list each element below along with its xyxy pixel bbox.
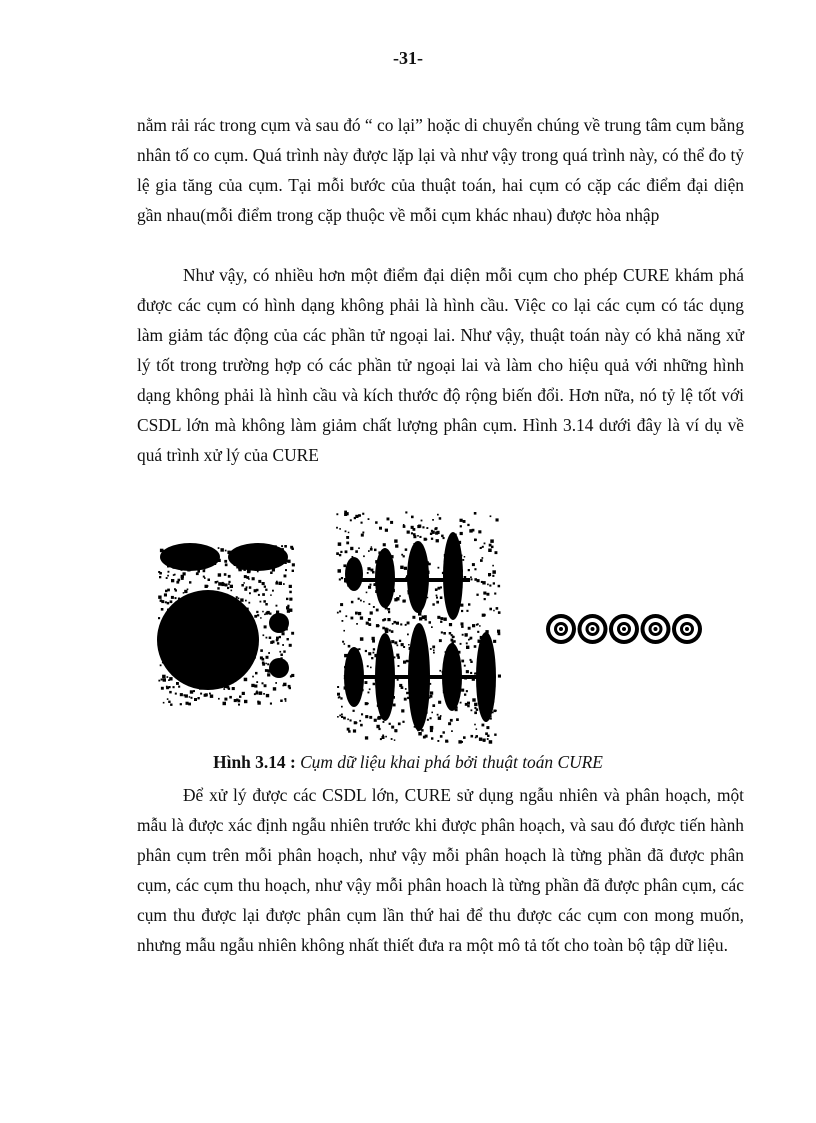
caption-text: Cụm dữ liệu khai phá bởi thuật toán CURE	[295, 752, 603, 772]
paragraph-1: nằm rải rác trong cụm và sau đó “ co lại” hoặc di chuyển chúng về trung tâm cụm bằng nhân tố co cụm. Quá trình này được lặp lại và như vậy trong quá trình này, có thể đo tỷ lệ gia tăng của cụm. Tại mỗi bước của thuật toán, hai cụm có cặp các điểm đại diện gần nhau(mỗi điểm trong cặp thuộc về mỗi cụm khác nhau) được hòa nhập	[137, 115, 745, 225]
figure-caption	[0, 752, 816, 773]
panel-3-rings	[546, 614, 702, 644]
paragraph-2: Như vậy, có nhiều hơn một điểm đại diện mỗi cụm cho phép CURE khám phá được các cụm có hình dạng không phải là hình cầu. Việc co lại các cụm có tác dụng làm giảm tác động của các phần tử ngoại lai. Như vậy, thuật toán này có khả năng xử lý tốt trong trường hợp có các phần tử ngoại lai và làm cho hiệu quả với những hình dạng không phải là hình cầu và kích thước độ rộng biến đổi. Hơn nữa, nó tỷ lệ tốt với CSDL lớn mà không làm giảm chất lượng phân cụm. Hình 3.14 dưới đây là ví dụ về quá trình xử lý của CURE	[137, 265, 744, 465]
cluster-illustration	[148, 505, 728, 750]
figure-cure-clusters	[148, 505, 728, 750]
caption-label: Hình 3.14 :	[213, 752, 296, 772]
page-number: -31-	[393, 48, 423, 68]
paragraph-3: Để xử lý được các CSDL lớn, CURE sử dụng ngẫu nhiên và phân hoạch, một mẫu là được xác định ngẫu nhiên trước khi được phân hoạch, và sau đó được tiến hành phân cụm trên mỗi phân hoạch, như vậy mỗi phân hoạch là từng phần đã được phân cụm, các cụm thu hoạch, như vậy mỗi phân hoach là từng phần đã được phân cụm, các cụm thu được lại được phân cụm lần thứ hai để thu được các cụm con mong muốn, nhưng mẫu ngẫu nhiên không nhất thiết đưa ra một mô tả tốt cho toàn bộ tập dữ liệu.	[137, 785, 744, 955]
